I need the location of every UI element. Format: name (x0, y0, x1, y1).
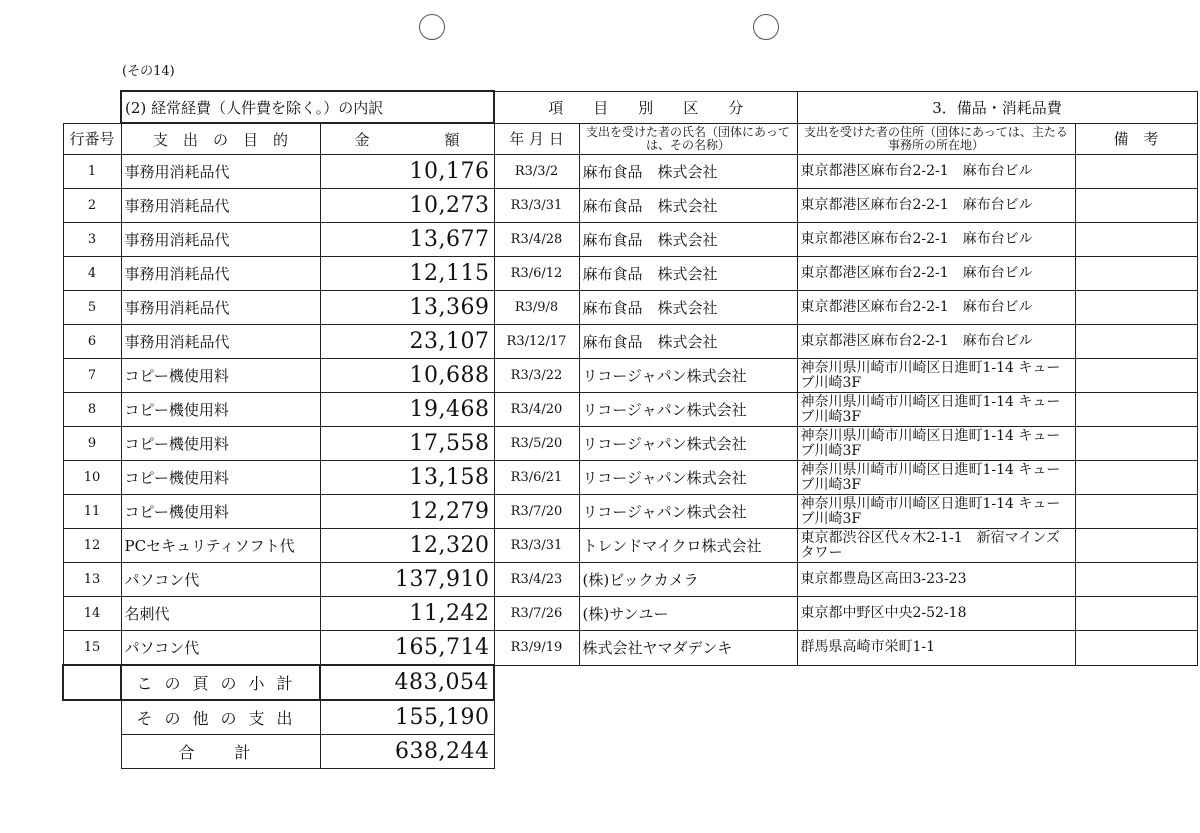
row-number: 8 (63, 393, 121, 427)
section-title: (2) 経常経費（人件費を除く。）の内訳 (121, 91, 494, 123)
table-row (63, 529, 1197, 563)
row-number: 6 (63, 325, 121, 359)
date-cell: R3/5/20 (494, 427, 579, 461)
amount-cell: 165,714 (320, 631, 494, 666)
row-number: 13 (63, 563, 121, 597)
total-row (63, 735, 1197, 769)
col-amount: 金 額 (320, 123, 494, 155)
payee-cell: リコージャパン株式会社 (579, 461, 797, 495)
amount-cell: 12,115 (320, 257, 494, 291)
purpose-cell: コピー機使用料 (121, 495, 320, 529)
remarks-cell (1075, 563, 1197, 597)
row-number: 15 (63, 631, 121, 666)
amount-cell: 19,468 (320, 393, 494, 427)
purpose-cell: パソコン代 (121, 631, 320, 666)
payee-cell: トレンドマイクロ株式会社 (579, 529, 797, 563)
table-row (63, 155, 1197, 189)
table-row (63, 257, 1197, 291)
address-cell: 東京都港区麻布台2-2-1 麻布台ビル (797, 189, 1075, 223)
date-cell: R3/12/17 (494, 325, 579, 359)
purpose-cell: 事務用消耗品代 (121, 155, 320, 189)
purpose-cell: 事務用消耗品代 (121, 223, 320, 257)
date-cell: R3/4/20 (494, 393, 579, 427)
remarks-cell (1075, 529, 1197, 563)
blank-cell (63, 91, 121, 123)
payee-cell: 株式会社ヤマダデンキ (579, 631, 797, 666)
date-cell: R3/3/31 (494, 529, 579, 563)
remarks-cell (1075, 461, 1197, 495)
row-number: 3 (63, 223, 121, 257)
row-number: 11 (63, 495, 121, 529)
payee-cell: 麻布食品 株式会社 (579, 223, 797, 257)
amount-cell: 10,688 (320, 359, 494, 393)
address-cell: 東京都港区麻布台2-2-1 麻布台ビル (797, 155, 1075, 189)
table-row (63, 631, 1197, 666)
row-number: 10 (63, 461, 121, 495)
punch-hole-left (419, 14, 445, 40)
amount-cell: 13,158 (320, 461, 494, 495)
purpose-cell: PCセキュリティソフト代 (121, 529, 320, 563)
purpose-cell: 名刺代 (121, 597, 320, 631)
col-row-no: 行番号 (63, 123, 121, 155)
total-amount: 638,244 (320, 735, 494, 769)
table-row (63, 393, 1197, 427)
date-cell: R3/3/2 (494, 155, 579, 189)
address-cell: 東京都港区麻布台2-2-1 麻布台ビル (797, 223, 1075, 257)
row-number: 7 (63, 359, 121, 393)
other-row (63, 700, 1197, 735)
payee-cell: リコージャパン株式会社 (579, 495, 797, 529)
page-label: (その14) (122, 64, 175, 79)
date-cell: R3/7/26 (494, 597, 579, 631)
address-cell: 神奈川県川崎市川崎区日進町1-14 キューブ川崎3F (797, 359, 1075, 393)
payee-cell: 麻布食品 株式会社 (579, 189, 797, 223)
row-number: 9 (63, 427, 121, 461)
remarks-cell (1075, 257, 1197, 291)
table-row (63, 461, 1197, 495)
col-date: 年 月 日 (494, 123, 579, 155)
remarks-cell (1075, 291, 1197, 325)
col-address: 支出を受けた者の住所（団体にあっては、主たる事務所の所在地） (797, 123, 1075, 155)
amount-cell: 13,369 (320, 291, 494, 325)
blank-cell (63, 665, 121, 700)
row-number: 2 (63, 189, 121, 223)
address-cell: 東京都港区麻布台2-2-1 麻布台ビル (797, 291, 1075, 325)
remarks-cell (1075, 359, 1197, 393)
date-cell: R3/6/12 (494, 257, 579, 291)
other-amount: 155,190 (320, 700, 494, 735)
remarks-cell (1075, 427, 1197, 461)
remarks-cell (1075, 223, 1197, 257)
row-number: 12 (63, 529, 121, 563)
purpose-cell: コピー機使用料 (121, 359, 320, 393)
amount-cell: 17,558 (320, 427, 494, 461)
payee-cell: 麻布食品 株式会社 (579, 291, 797, 325)
payee-cell: 麻布食品 株式会社 (579, 325, 797, 359)
purpose-cell: コピー機使用料 (121, 427, 320, 461)
purpose-cell: コピー機使用料 (121, 461, 320, 495)
date-cell: R3/3/22 (494, 359, 579, 393)
table-row (63, 563, 1197, 597)
date-cell: R3/3/31 (494, 189, 579, 223)
subtotal-label: この頁の小計 (121, 665, 320, 700)
date-cell: R3/7/20 (494, 495, 579, 529)
address-cell: 神奈川県川崎市川崎区日進町1-14 キューブ川崎3F (797, 495, 1075, 529)
row-number: 5 (63, 291, 121, 325)
category-value: 3．備品・消耗品費 (797, 91, 1197, 123)
date-cell: R3/4/28 (494, 223, 579, 257)
payee-cell: リコージャパン株式会社 (579, 359, 797, 393)
row-number: 1 (63, 155, 121, 189)
payee-cell: リコージャパン株式会社 (579, 427, 797, 461)
remarks-cell (1075, 393, 1197, 427)
address-cell: 東京都港区麻布台2-2-1 麻布台ビル (797, 325, 1075, 359)
amount-cell: 12,320 (320, 529, 494, 563)
total-label: 合 計 (121, 735, 320, 769)
row-number: 14 (63, 597, 121, 631)
purpose-cell: 事務用消耗品代 (121, 325, 320, 359)
expense-table (62, 90, 1198, 769)
address-cell: 神奈川県川崎市川崎区日進町1-14 キューブ川崎3F (797, 427, 1075, 461)
date-cell: R3/9/8 (494, 291, 579, 325)
table-row (63, 325, 1197, 359)
purpose-cell: パソコン代 (121, 563, 320, 597)
remarks-cell (1075, 325, 1197, 359)
row-number: 4 (63, 257, 121, 291)
table-row (63, 291, 1197, 325)
purpose-cell: コピー機使用料 (121, 393, 320, 427)
col-payee: 支出を受けた者の氏名（団体にあっては、その名称） (579, 123, 797, 155)
address-cell: 東京都渋谷区代々木2-1-1 新宿マインズタワー (797, 529, 1075, 563)
amount-cell: 10,176 (320, 155, 494, 189)
payee-cell: (株)サンユー (579, 597, 797, 631)
other-label: その他の支出 (121, 700, 320, 735)
payee-cell: 麻布食品 株式会社 (579, 155, 797, 189)
payee-cell: (株)ビックカメラ (579, 563, 797, 597)
remarks-cell (1075, 597, 1197, 631)
amount-cell: 11,242 (320, 597, 494, 631)
address-cell: 神奈川県川崎市川崎区日進町1-14 キューブ川崎3F (797, 461, 1075, 495)
category-label: 項 目 別 区 分 (494, 91, 797, 123)
table-row (63, 495, 1197, 529)
header-row-2 (63, 123, 1197, 155)
amount-cell: 137,910 (320, 563, 494, 597)
purpose-cell: 事務用消耗品代 (121, 291, 320, 325)
purpose-cell: 事務用消耗品代 (121, 189, 320, 223)
punch-hole-right (753, 14, 779, 40)
date-cell: R3/9/19 (494, 631, 579, 666)
address-cell: 群馬県高崎市栄町1-1 (797, 631, 1075, 666)
table-row (63, 597, 1197, 631)
amount-cell: 10,273 (320, 189, 494, 223)
table-row (63, 359, 1197, 393)
address-cell: 東京都中野区中央2-52-18 (797, 597, 1075, 631)
payee-cell: 麻布食品 株式会社 (579, 257, 797, 291)
purpose-cell: 事務用消耗品代 (121, 257, 320, 291)
address-cell: 神奈川県川崎市川崎区日進町1-14 キューブ川崎3F (797, 393, 1075, 427)
date-cell: R3/6/21 (494, 461, 579, 495)
remarks-cell (1075, 189, 1197, 223)
col-purpose: 支 出 の 目 的 (121, 123, 320, 155)
remarks-cell (1075, 495, 1197, 529)
table-row (63, 427, 1197, 461)
remarks-cell (1075, 631, 1197, 666)
subtotal-row (63, 665, 1197, 700)
table-row (63, 189, 1197, 223)
payee-cell: リコージャパン株式会社 (579, 393, 797, 427)
address-cell: 東京都豊島区高田3-23-23 (797, 563, 1075, 597)
col-remarks: 備 考 (1075, 123, 1197, 155)
header-row-1 (63, 91, 1197, 123)
table-row (63, 223, 1197, 257)
address-cell: 東京都港区麻布台2-2-1 麻布台ビル (797, 257, 1075, 291)
amount-cell: 23,107 (320, 325, 494, 359)
date-cell: R3/4/23 (494, 563, 579, 597)
subtotal-amount: 483,054 (320, 665, 494, 700)
amount-cell: 13,677 (320, 223, 494, 257)
remarks-cell (1075, 155, 1197, 189)
amount-cell: 12,279 (320, 495, 494, 529)
